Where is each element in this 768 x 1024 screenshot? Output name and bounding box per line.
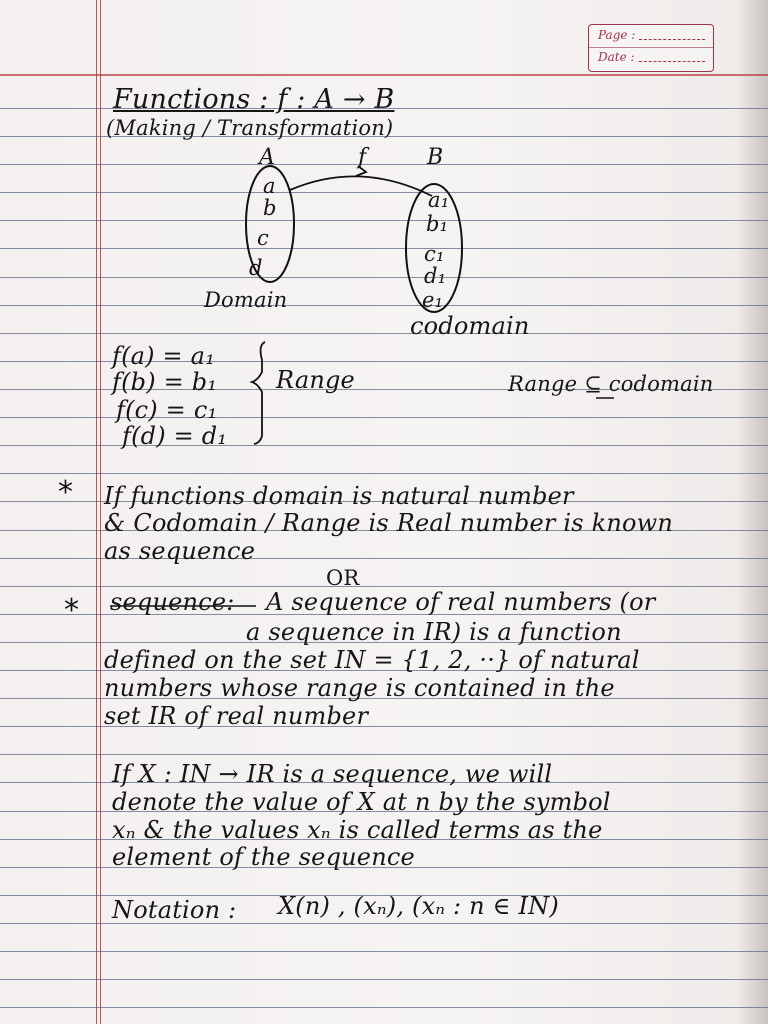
set-a-element: c <box>257 226 269 250</box>
set-a-element: d <box>249 256 263 280</box>
date-dotted-line <box>639 61 705 62</box>
note-line: & Codomain / Range is Real number is known <box>104 509 674 537</box>
page-dotted-line <box>639 39 705 40</box>
page-date-box <box>588 24 714 72</box>
set-b-element: b₁ <box>426 212 449 236</box>
ruled-line <box>0 192 768 193</box>
notation-label: Notation : <box>112 896 237 924</box>
range-equation: f(a) = a₁ <box>112 342 216 370</box>
codomain-label: codomain <box>410 312 530 340</box>
ruled-line <box>0 248 768 249</box>
ruled-line <box>0 445 768 446</box>
ruled-line <box>0 1007 768 1008</box>
or-label: OR <box>326 566 360 590</box>
ruled-line <box>0 164 768 165</box>
set-b-label: B <box>427 145 444 170</box>
ruled-line <box>0 333 768 334</box>
sequence-term: sequence: <box>110 588 235 616</box>
note-line: as sequence <box>104 537 256 565</box>
ruled-line <box>0 305 768 306</box>
note-line: a sequence in IR) is a function <box>246 618 622 646</box>
margin-line-left-inner <box>100 0 101 1024</box>
set-a-label: A <box>259 145 276 170</box>
note-line: numbers whose range is contained in the <box>104 674 615 702</box>
bullet-star: * <box>64 593 79 628</box>
header-rule <box>0 74 768 76</box>
range-equation: f(b) = b₁ <box>112 368 218 396</box>
note-line: defined on the set IN = {1, 2, ··} of natural <box>104 646 640 674</box>
set-b-element: d₁ <box>424 264 447 288</box>
range-equation: f(d) = d₁ <box>122 422 228 450</box>
set-b-element: c₁ <box>424 242 445 266</box>
page-subtitle: (Making / Transformation) <box>106 116 394 140</box>
range-equation: f(c) = c₁ <box>116 396 218 424</box>
ruled-line <box>0 220 768 221</box>
domain-label: Domain <box>204 288 288 312</box>
paragraph-line: xₙ & the values xₙ is called terms as the <box>112 816 603 844</box>
notation-value: X(n) , (xₙ), (xₙ : n ∈ IN) <box>278 892 559 920</box>
note-line: If functions domain is natural number <box>104 482 574 510</box>
mapping-arrow <box>290 176 432 196</box>
function-label: f <box>358 145 367 170</box>
ruled-line <box>0 473 768 474</box>
set-b-element: a₁ <box>428 188 450 212</box>
ruled-line <box>0 277 768 278</box>
range-subset-relation: Range ⊆ codomain <box>508 372 714 396</box>
date-label: Date : <box>598 50 635 64</box>
set-b-element: e₁ <box>422 288 444 312</box>
page-date-separator <box>589 47 713 48</box>
bullet-star: * <box>58 475 73 510</box>
margin-line-left <box>96 0 97 1024</box>
ruled-line <box>0 979 768 980</box>
set-a-element: a <box>263 174 276 198</box>
ruled-line <box>0 586 768 587</box>
paragraph-line: element of the sequence <box>112 843 415 871</box>
paragraph-line: If X : IN → IR is a sequence, we will <box>112 760 553 788</box>
paragraph-line: denote the value of X at n by the symbol <box>112 788 611 816</box>
range-brace <box>252 342 265 444</box>
ruled-line <box>0 951 768 952</box>
page-label: Page : <box>598 28 636 42</box>
ruled-line <box>0 754 768 755</box>
range-label: Range <box>276 366 355 394</box>
page-title: Functions : f : A → B <box>113 84 395 115</box>
note-line: set IR of real number <box>104 702 369 730</box>
set-a-element: b <box>263 196 277 220</box>
note-line: A sequence of real numbers (or <box>266 588 656 616</box>
